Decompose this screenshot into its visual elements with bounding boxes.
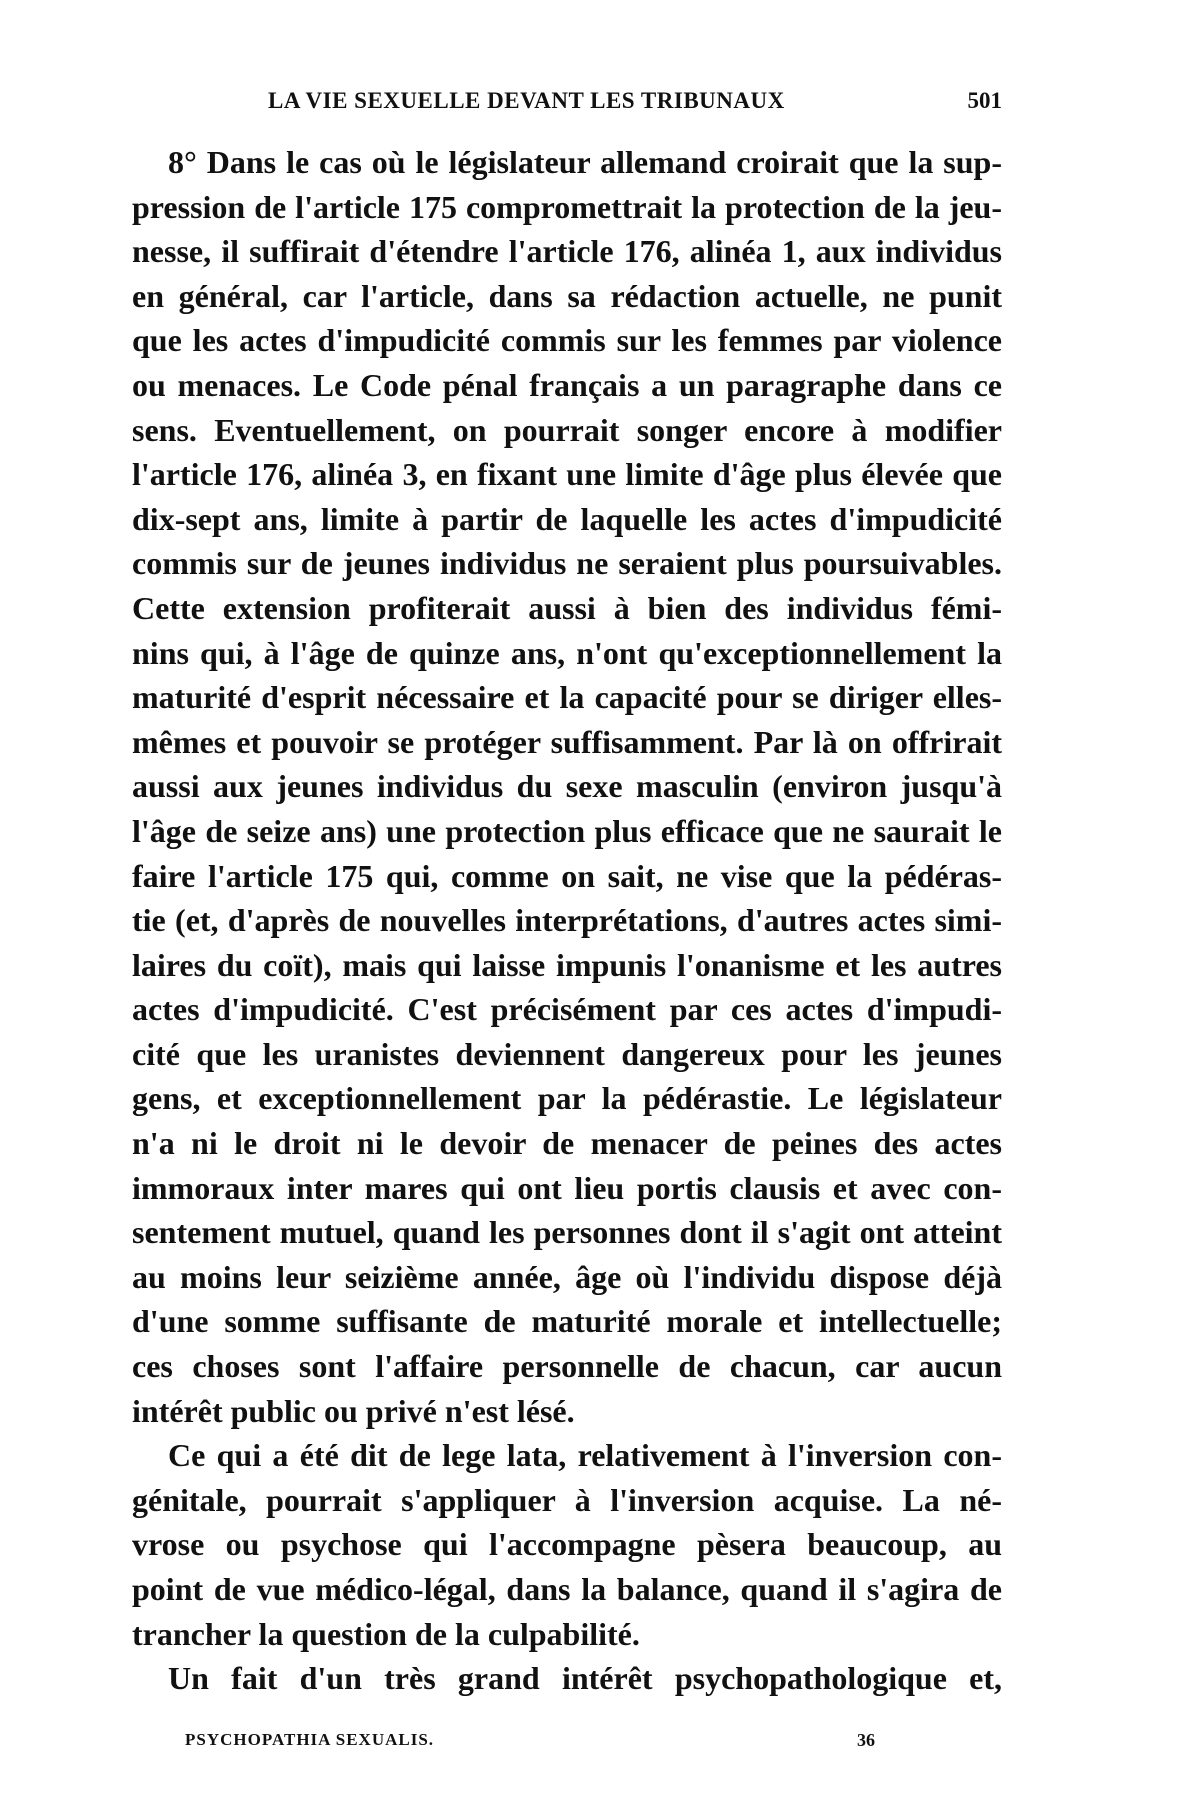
text-line: mêmes et pouvoir se protéger suffisamment. Par là on offrirait xyxy=(132,723,1002,760)
text-line: génitale, pourrait s'appliquer à l'inversion acquise. La né- xyxy=(132,1481,1002,1518)
text-line: trancher la question de la culpabilité. xyxy=(132,1615,640,1652)
text-line: faire l'article 175 qui, comme on sait, ne vise que la pédéras- xyxy=(132,857,1002,894)
text-line: Cette extension profiterait aussi à bien des individus fémi- xyxy=(132,589,1002,626)
text-line: au moins leur seizième année, âge où l'individu dispose déjà xyxy=(132,1258,1002,1295)
text-line: commis sur de jeunes individus ne seraient plus poursuivables. xyxy=(132,545,1002,582)
text-line: pression de l'article 175 compromettrait la protection de la jeu- xyxy=(132,188,1002,225)
text-line: l'âge de seize ans) une protection plus efficace que ne saurait le xyxy=(132,812,1002,849)
paragraph-1 xyxy=(132,140,1002,1433)
signature-mark: 36 xyxy=(857,1730,875,1750)
paragraph-2 xyxy=(132,1433,1002,1656)
text-line: que les actes d'impudicité commis sur les femmes par violence xyxy=(132,322,1002,359)
text-line: tie (et, d'après de nouvelles interprétations, d'autres actes simi- xyxy=(132,902,1002,939)
text-line: laires du coït), mais qui laisse impunis l'onanisme et les autres xyxy=(132,946,1002,983)
text-line: Un fait d'un très grand intérêt psychopathologique et, xyxy=(168,1660,1002,1697)
text-line: vrose ou psychose qui l'accompagne pèsera beaucoup, au xyxy=(132,1526,1002,1563)
text-line: Ce qui a été dit de lege lata, relativement à l'inversion con- xyxy=(168,1437,1002,1474)
text-line: sentement mutuel, quand les personnes dont il s'agit ont atteint xyxy=(132,1214,1002,1251)
text-line: gens, et exceptionnellement par la pédérastie. Le législateur xyxy=(132,1080,1002,1117)
footer-book-title: PSYCHOPATHIA SEXUALIS. xyxy=(185,1730,435,1749)
text-line: nins qui, à l'âge de quinze ans, n'ont qu'exceptionnellement la xyxy=(132,634,1002,671)
running-head: LA VIE SEXUELLE DEVANT LES TRIBUNAUX xyxy=(268,88,785,113)
paragraph-3 xyxy=(132,1656,1002,1701)
text-line: maturité d'esprit nécessaire et la capacité pour se diriger elles- xyxy=(132,679,1002,716)
text-line: ces choses sont l'affaire personnelle de chacun, car aucun xyxy=(132,1348,1002,1385)
text-line: en général, car l'article, dans sa rédaction actuelle, ne punit xyxy=(132,277,1002,314)
text-line: l'article 176, alinéa 3, en fixant une limite d'âge plus élevée que xyxy=(132,456,1002,493)
page-header xyxy=(132,88,1002,128)
text-line: immoraux inter mares qui ont lieu portis clausis et avec con- xyxy=(132,1169,1002,1206)
page-number: 501 xyxy=(967,88,1002,113)
text-line: point de vue médico-légal, dans la balance, quand il s'agira de xyxy=(132,1571,1002,1607)
text-line: ou menaces. Le Code pénal français a un paragraphe dans ce xyxy=(132,366,1002,403)
text-line: sens. Eventuellement, on pourrait songer encore à modifier xyxy=(132,411,1002,448)
text-line: actes d'impudicité. C'est précisément par ces actes d'impudi- xyxy=(132,991,1002,1028)
text-line: n'a ni le droit ni le devoir de menacer de peines des actes xyxy=(132,1125,1002,1162)
text-line: nesse, il suffirait d'étendre l'article 176, alinéa 1, aux individus xyxy=(132,233,1002,270)
page-footer xyxy=(185,1730,885,1760)
text-line: dix-sept ans, limite à partir de laquelle les actes d'impudicité xyxy=(132,500,1002,537)
text-line: d'une somme suffisante de maturité morale et intellectuelle; xyxy=(132,1303,1002,1340)
text-line: intérêt public ou privé n'est lésé. xyxy=(132,1392,575,1429)
text-line: 8° Dans le cas où le législateur allemand croirait que la sup- xyxy=(168,144,1002,180)
body-text xyxy=(132,140,1002,1701)
text-line: aussi aux jeunes individus du sexe masculin (environ jusqu'à xyxy=(132,768,1002,805)
text-line: cité que les uranistes deviennent dangereux pour les jeunes xyxy=(132,1035,1002,1072)
